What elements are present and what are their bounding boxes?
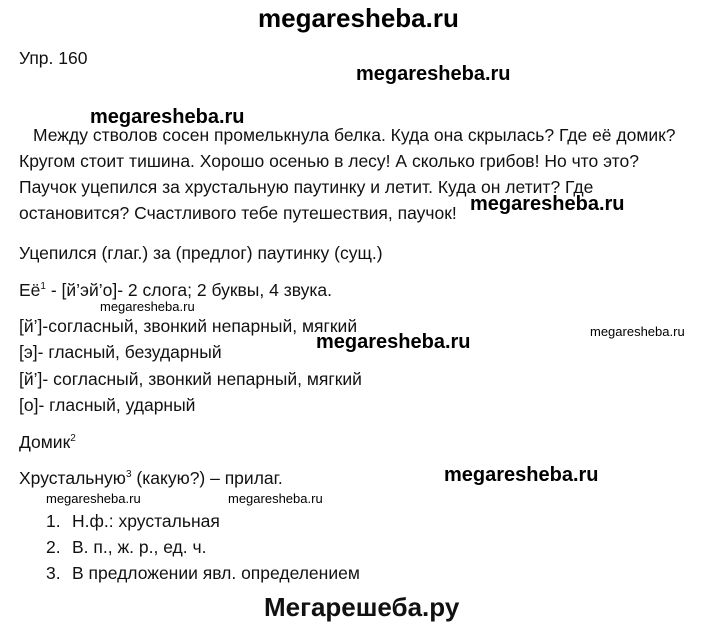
exercise-title: Упр. 160: [19, 48, 88, 68]
paragraph-line: Паучок уцепился за хрустальную паутинку и летит. Куда он летит? Где: [19, 177, 594, 197]
site-watermark: megaresheba.ru: [590, 324, 685, 339]
adjective-summary: (какую?) – прилаг.: [131, 468, 283, 488]
site-watermark: megaresheba.ru: [100, 299, 195, 314]
list-item-text: Н.ф.: хрустальная: [72, 511, 220, 531]
list-item-number: 2.: [46, 537, 61, 557]
footnote-marker: 2: [70, 433, 76, 445]
paragraph-line: Между стволов сосен промелькнула белка. Куда она скрылась? Где её домик?: [33, 125, 676, 145]
adjective-heading: [19, 466, 283, 490]
phonetic-summary: - [й’эй’о]- 2 слога; 2 буквы, 4 звука.: [45, 280, 333, 300]
site-watermark: megaresheba.ru: [316, 331, 471, 353]
list-item: [46, 561, 360, 585]
site-watermark: megaresheba.ru: [470, 193, 625, 215]
phonetic-word: Её: [19, 280, 41, 300]
list-item: [46, 535, 206, 559]
domik-word: Домик: [19, 432, 71, 452]
domik-line: [19, 430, 76, 454]
site-watermark: megaresheba.ru: [356, 63, 511, 85]
site-watermark: megaresheba.ru: [90, 106, 245, 128]
list-item-number: 3.: [46, 563, 61, 583]
word-parse-line: Уцепился (глаг.) за (предлог) паутинку (сущ.): [19, 243, 383, 263]
site-watermark-top: megaresheba.ru: [258, 3, 459, 33]
list-item: [46, 509, 220, 533]
phonetic-line: [о]- гласный, ударный: [19, 395, 196, 415]
phonetic-line: [й’]-согласный, звонкий непарный, мягкий: [19, 316, 358, 336]
site-watermark: megaresheba.ru: [228, 491, 323, 506]
paragraph-line: Кругом стоит тишина. Хорошо осенью в лесу! А сколько грибов! Но что это?: [19, 151, 639, 171]
site-watermark: megaresheba.ru: [444, 464, 599, 486]
phonetic-line: [э]- гласный, безударный: [19, 342, 222, 362]
footnote-marker: 1: [40, 281, 46, 293]
footnote-marker: 3: [125, 469, 132, 481]
paragraph-line: остановится? Счастливого тебе путешествия, паучок!: [19, 203, 457, 223]
list-item-text: В предложении явл. определением: [72, 563, 360, 583]
list-item-number: 1.: [46, 511, 61, 531]
site-footer: Мегарешеба.ру: [264, 592, 460, 622]
adjective-word: Хрустальную: [19, 468, 126, 488]
site-watermark: megaresheba.ru: [46, 491, 141, 506]
phonetic-line: [й’]- согласный, звонкий непарный, мягкий: [19, 369, 362, 389]
list-item-text: В. п., ж. р., ед. ч.: [72, 537, 207, 557]
